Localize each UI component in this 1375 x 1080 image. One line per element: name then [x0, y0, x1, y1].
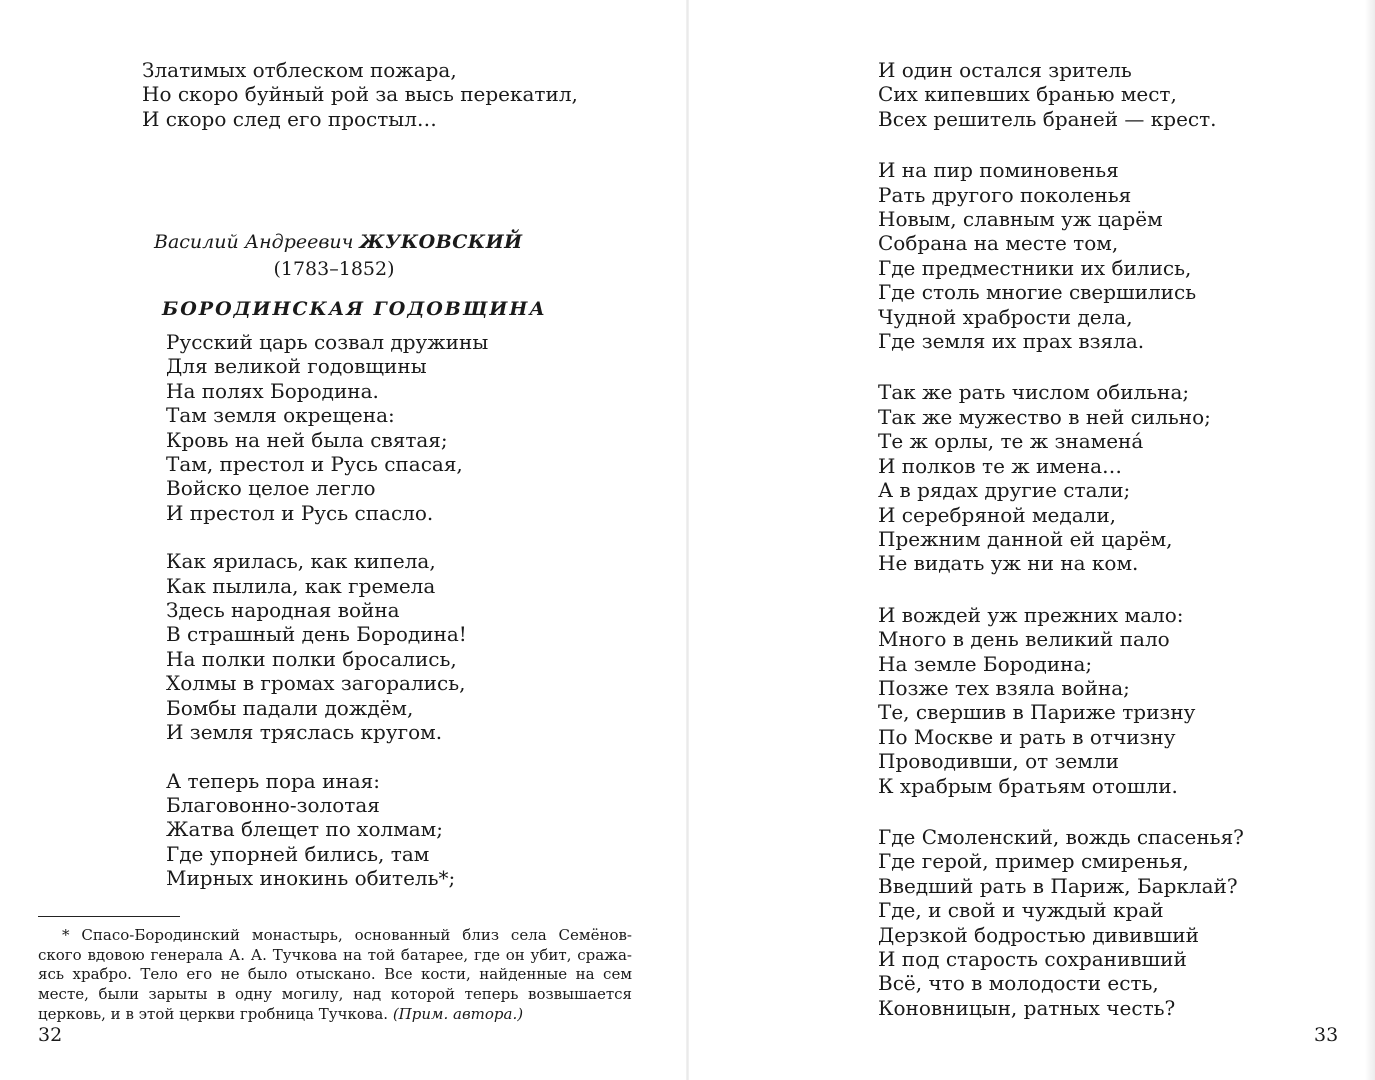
- verse-line: И полков те ж имена…: [878, 453, 1123, 478]
- verse-line: Бомбы падали дождём,: [166, 695, 414, 720]
- verse-line: Всех решитель браней — крест.: [878, 106, 1217, 131]
- verse-line: Коновницын, ратных честь?: [878, 995, 1176, 1020]
- footnote-divider: [38, 916, 180, 917]
- verse-line: Так же мужество в ней сильно;: [878, 404, 1211, 429]
- verse-line: Рать другого поколенья: [878, 182, 1132, 207]
- footnote-attribution: (Прим. автора.): [392, 1004, 524, 1023]
- author-heading: [154, 229, 534, 281]
- stanza: [166, 769, 488, 891]
- stanza: [878, 58, 1244, 131]
- verse-line: Кровь на ней была святая;: [166, 427, 448, 452]
- poem-body-continued: [878, 58, 1244, 1047]
- verse-line: Войско целое легло: [166, 476, 376, 501]
- verse-line: А в рядах другие стали;: [878, 478, 1131, 503]
- author-name: [154, 229, 534, 255]
- verse-line: Сих кипевших бранью мест,: [878, 82, 1177, 107]
- verse-line: И земля тряслась кругом.: [166, 720, 443, 745]
- verse-line: Много в день великий пало: [878, 627, 1170, 652]
- verse-line: Для великой годовщины: [166, 354, 427, 379]
- verse-line: Прежним данной ей царём,: [878, 526, 1173, 551]
- verse-line: Новым, славным уж царём: [878, 207, 1163, 232]
- verse-line: Где, и свой и чуждый край: [878, 898, 1164, 923]
- verse-line: Введший рать в Париж, Барклай?: [878, 873, 1238, 898]
- verse-line: Где столь многие свершились: [878, 280, 1197, 305]
- footnote-line: месте, были зарыты в одну могилу, над которой теперь возвышается: [38, 985, 632, 1004]
- verse-line: Здесь народная война: [166, 598, 400, 623]
- continued-verse: [142, 58, 578, 131]
- verse-line: На полки полки бросались,: [166, 646, 457, 671]
- verse-line: Проводивши, от земли: [878, 749, 1119, 774]
- verse-line: И серебряной медали,: [878, 502, 1117, 527]
- verse-line: А теперь пора иная:: [166, 768, 381, 793]
- footnote: [38, 926, 632, 1025]
- footnote-line: церковь, и в этой церкви гробница Тучкова.: [38, 1004, 389, 1023]
- verse-line: Всё, что в молодости есть,: [878, 971, 1159, 996]
- verse-line: Мирных инокинь обитель*;: [166, 866, 456, 891]
- verse-line: Холмы в громах загорались,: [166, 671, 466, 696]
- poem-title: БОРОДИНСКАЯ ГОДОВЩИНА: [162, 298, 547, 320]
- verse-line: И один остался зритель: [878, 58, 1132, 82]
- verse-line: В страшный день Бородина!: [166, 622, 467, 647]
- verse-line: Где земля их прах взяла.: [878, 329, 1145, 354]
- footnote-line: ясь храбро. Тело его не было отыскано. Все кости, найденные на сем: [38, 965, 632, 984]
- stanza: [166, 549, 488, 744]
- verse-line: Златимых отблеском пожара,: [142, 58, 457, 82]
- footnote-line: ского вдовою генерала А. А. Тучкова на той батарее, где он убит, сража-: [38, 945, 632, 964]
- verse-line: И под старость сохранивший: [878, 947, 1187, 971]
- verse-line: Но скоро буйный рой за высь перекатил,: [142, 82, 578, 107]
- page-edge-shadow: [1365, 0, 1375, 1080]
- verse-line: Чудной храбрости дела,: [878, 304, 1133, 329]
- verse-line: И престол и Русь спасло.: [166, 500, 434, 525]
- right-page: [688, 0, 1375, 1080]
- page-number: 32: [38, 1024, 63, 1046]
- verse-line: Где Смоленский, вождь спасенья?: [878, 824, 1244, 849]
- verse-line: Русский царь созвал дружины: [166, 330, 489, 354]
- author-first-names: Василий Андреевич: [154, 231, 354, 253]
- stanza: [166, 330, 488, 525]
- stanza: [878, 158, 1244, 353]
- verse-line: Те, свершив в Париже тризну: [878, 700, 1196, 725]
- footnote-line: * Спасо-Бородинский монастырь, основанный близ села Семёнов-: [62, 926, 632, 944]
- author-surname: ЖУКОВСКИЙ: [359, 231, 523, 253]
- verse-line: Так же рать числом обильна;: [878, 380, 1190, 405]
- verse-line: Где герой, пример смиренья,: [878, 849, 1189, 874]
- verse-line: Где предместники их бились,: [878, 255, 1192, 280]
- verse-line: На земле Бородина;: [878, 651, 1093, 676]
- verse-line: И вождей уж прежних мало:: [878, 602, 1184, 627]
- verse-line: Позже тех взяла война;: [878, 675, 1130, 700]
- verse-line: По Москве и рать в отчизну: [878, 724, 1176, 749]
- verse-line: Как ярилась, как кипела,: [166, 549, 436, 574]
- verse-line: Собрана на месте том,: [878, 231, 1119, 256]
- verse-line: И на пир поминовенья: [878, 158, 1119, 183]
- verse-line: Как пылила, как гремела: [166, 573, 436, 598]
- verse-line: Там, престол и Русь спасая,: [166, 452, 463, 477]
- verse-line: К храбрым братьям отошли.: [878, 773, 1178, 798]
- stanza: [878, 380, 1244, 575]
- verse-line: Где упорней бились, там: [166, 841, 430, 866]
- verse-line: На полях Бородина.: [166, 378, 379, 403]
- poem-body: [166, 330, 488, 915]
- author-years: (1783–1852): [273, 258, 395, 280]
- stanza: [878, 603, 1244, 798]
- verse-line: Те ж орлы, те ж знамена́: [878, 429, 1144, 454]
- verse-line: Дерзкой бодростью дививший: [878, 922, 1199, 947]
- page-number: 33: [1314, 1024, 1339, 1046]
- stanza: [878, 825, 1244, 1020]
- verse-line: Там земля окрещена:: [166, 403, 395, 428]
- verse-line: Жатва блещет по холмам;: [166, 817, 443, 842]
- verse-line: И скоро след его простыл…: [142, 106, 437, 131]
- verse-line: Не видать уж ни на ком.: [878, 551, 1139, 576]
- verse-line: Благовонно-золотая: [166, 792, 380, 817]
